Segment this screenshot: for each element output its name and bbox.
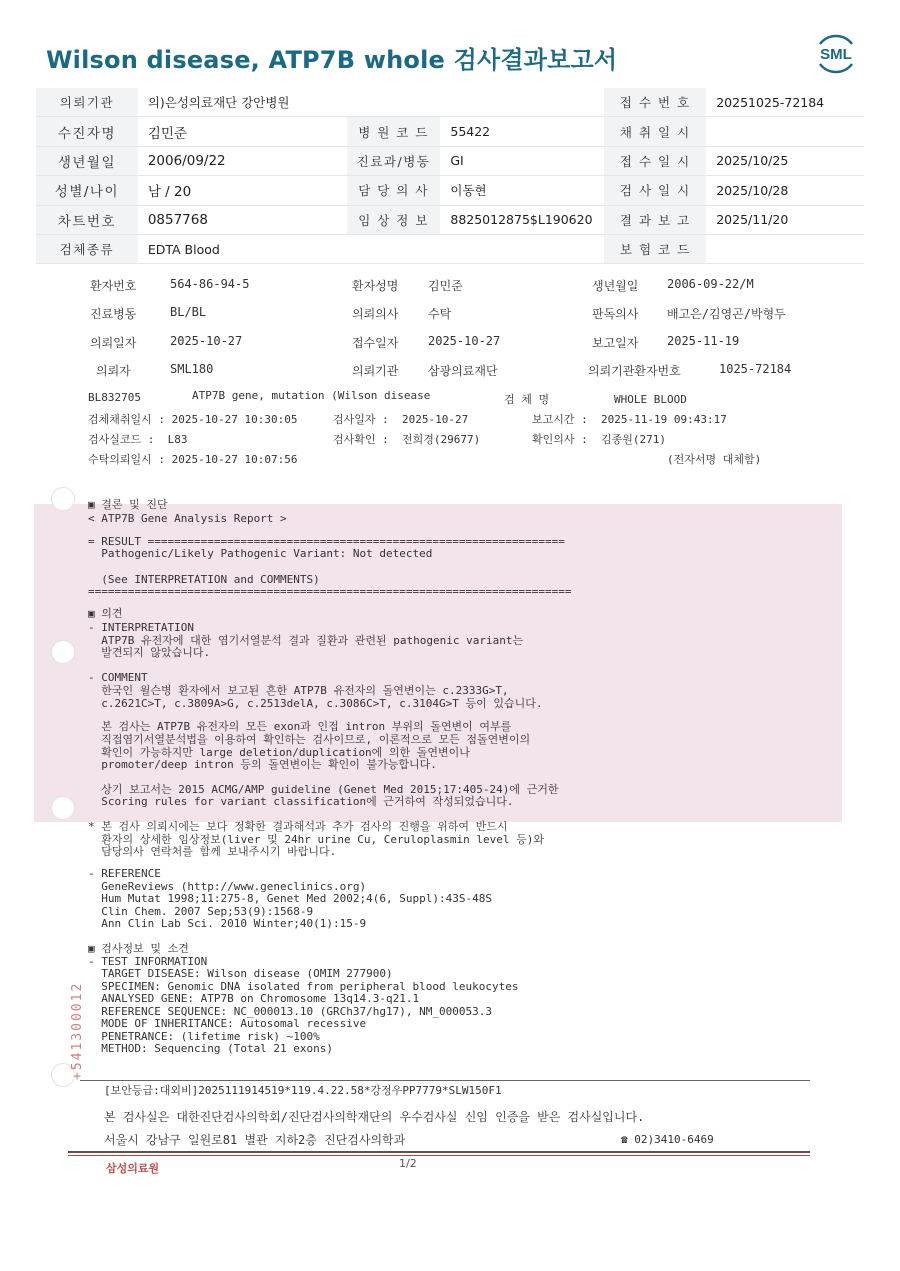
report-line: - COMMENT [88,671,148,684]
physician: 이동현 [440,176,604,205]
test-name: ATP7B gene, mutation (Wilson disease [192,389,431,402]
report-line: ANALYSED GENE: ATP7B on Chromosome 13q14.3-q21.1 [88,992,420,1005]
report-line: REFERENCE SEQUENCE: NC_000013.10 (GRCh37/hg17), NM_000053.3 [88,1005,492,1018]
label-birth-date: 생년월일 [36,146,138,175]
punch-hole [51,640,75,664]
report-line: - INTERPRETATION [88,621,194,634]
report-line: < ATP7B Gene Analysis Report > [88,512,287,525]
report-line: - TEST INFORMATION [88,955,208,968]
report-line: promoter/deep intron 등의 돌연변이는 확인이 불가능합니다. [88,758,437,771]
specimen-name: WHOLE BLOOD [614,393,687,406]
label-received-date: 접 수 일 시 [604,146,706,175]
report-line: Pathogenic/Likely Pathogenic Variant: Not detected [88,547,433,560]
certification-note: 본 검사실은 대한진단검사의학회/진단검사의학재단의 우수검사실 신임 인증을 받은 검사실입니다. [104,1110,645,1124]
test-code: BL832705 [88,391,141,404]
report-line: 확인이 가능하지만 large deletion/duplication에 의한 돌연변이나 [88,746,470,759]
label-receipt-date: 접수일자 [352,336,399,350]
label-requesting-doctor: 의뢰의사 [352,307,399,321]
report-line: Hum Mutat 1998;11:275-8, Genet Med 2002;4(6, Suppl):43S-48S [88,892,492,905]
birth-date: 2006/09/22 [138,146,347,175]
label-clinical-info: 임 상 정 보 [347,205,441,234]
requesting-doctor: 수탁 [428,307,452,321]
report-line: ▣ 검사정보 및 소견 [88,942,189,955]
label-result-report: 결 과 보 고 [604,205,706,234]
e-signature-note: (전자서명 대체함) [667,453,762,466]
report-line: PENETRANCE: (lifetime risk) ~100% [88,1030,320,1043]
request-date: 2025-10-27 [170,334,243,348]
org-name: 삼성의료원 [106,1162,160,1175]
punch-hole [51,487,75,511]
report-line: TARGET DISEASE: Wilson disease (OMIM 277900) [88,967,393,980]
side-number: +541300012 [70,981,85,1080]
test-day: 검사일자 : 2025-10-27 [333,413,469,426]
sex-age: 남 / 20 [138,176,347,205]
label-ward: 진료병동 [90,307,137,321]
report-time: 보고시간 : 2025-11-19 09:43:17 [532,413,727,426]
report-line: ▣ 결론 및 진단 [88,498,168,511]
label-patient-name-2: 환자성명 [352,279,399,293]
label-accession-number: 접 수 번 호 [604,88,706,117]
receipt-date: 2025-10-27 [428,334,501,348]
org-patient-number: 1025-72184 [719,362,792,376]
label-collection-date: 채 취 일 시 [604,117,706,146]
report-line: GeneReviews (http://www.geneclinics.org) [88,880,367,893]
label-sex-age: 성별/나이 [36,176,138,205]
lab-code: 검사실코드 : L83 [88,433,188,446]
patient-name: 김민준 [138,117,347,146]
label-reading-doctor: 판독의사 [592,307,639,321]
report-title: Wilson disease, ATP7B whole 검사결과보고서 [46,46,618,74]
hospital-code: 55422 [440,117,604,146]
report-line: c.2621C>T, c.3809A>G, c.2513delA, c.3086C>T, c.3104G>T 등이 있습니다. [88,697,543,710]
report-line: 환자의 상세한 임상정보(liver 및 24hr urine Cu, Ceruloplasmin level 등)와 [88,833,545,846]
report-line: Clin Chem. 2007 Sep;53(9):1568-9 [88,905,314,918]
report-line: ATP7B 유전자에 대한 염기서열분석 결과 질환과 관련된 pathogenic variant는 [88,634,524,647]
requester: SML180 [170,362,214,376]
report-line: 담당의사 연락처를 함께 보내주시기 바랍니다. [88,845,337,858]
test-date: 2025/10/28 [706,176,864,205]
report-line: 직접염기서열분석법을 이용하여 확인하는 검사이므로, 이론적으로 모든 점돌연변이의 [88,733,531,746]
security-line: [보안등급:대외비]2025111914519*119.4.22.58*강정우PP7779*SLW150F1 [104,1084,502,1097]
report-line: Ann Clin Lab Sci. 2010 Winter;40(1):15-9 [88,917,367,930]
test-confirm: 검사확인 : 전희경(29677) [333,433,481,446]
lab-address: 서울시 강남구 일원로81 별관 지하2층 진단검사의학과 [104,1133,406,1147]
report-line: 발견되지 않았습니다. [88,646,211,659]
report-line: 상기 보고서는 2015 ACMG/AMP guideline (Genet Med 2015;17:405-24)에 근거한 [88,783,559,796]
report-line: * 본 검사 의뢰시에는 보다 정확한 결과해석과 추가 검사의 진행을 위하여 반드시 [88,820,508,833]
report-line: ▣ 의견 [88,607,123,620]
footer-rule-red [68,1155,810,1156]
report-line: MODE OF INHERITANCE: Autosomal recessive [88,1017,367,1030]
label-requester: 의뢰자 [96,364,131,378]
label-birth-2: 생년월일 [592,279,639,293]
report-line: = RESULT =============================================================== [88,535,565,548]
logo-text: SML [820,46,852,63]
clinical-info: 8825012875$L190620 [440,205,604,234]
label-test-date: 검 사 일 시 [604,176,706,205]
label-requesting-institution: 의뢰기관 [36,88,138,117]
birth-2: 2006-09-22/M [667,277,754,291]
report-line: - REFERENCE [88,867,161,880]
label-report-date: 보고일자 [592,336,639,350]
label-hospital-code: 병 원 코 드 [347,117,441,146]
report-date: 2025-11-19 [667,334,740,348]
ward: BL/BL [170,305,207,319]
label-insurance-code: 보 험 코 드 [604,234,706,263]
confirm-doctor: 확인의사 : 김종원(271) [532,433,666,446]
label-request-date: 의뢰일자 [90,336,137,350]
footer-rule [68,1151,810,1153]
label-specimen-type: 검체종류 [36,234,138,263]
requesting-institution: 의)은성의료재단 강안병원 [138,88,605,117]
patient-name-2: 김민준 [428,279,463,293]
accession-number: 20251025-72184 [706,88,864,117]
label-physician: 담 당 의 사 [347,176,441,205]
label-patient-name: 수진자명 [36,117,138,146]
collection-datetime: 검체채취일시 : 2025-10-27 10:30:05 [88,413,298,426]
report-line: METHOD: Sequencing (Total 21 exons) [88,1042,334,1055]
lab-phone: ☎ 02)3410-6469 [621,1133,714,1146]
department: GI [440,146,604,175]
label-requesting-org: 의뢰기관 [352,364,399,378]
patient-number: 564-86-94-5 [170,277,250,291]
reading-doctor: 배고은/김영곤/박형두 [667,307,786,321]
label-department: 진료과/병동 [347,146,441,175]
label-chart-number: 차트번호 [36,205,138,234]
report-line: Scoring rules for variant classification에 근거하여 작성되었습니다. [88,795,514,808]
chart-number: 0857768 [138,205,347,234]
consign-datetime: 수탁의뢰일시 : 2025-10-27 10:07:56 [88,453,298,466]
received-date: 2025/10/25 [706,146,864,175]
page-number: 1/2 [399,1157,417,1170]
label-org-patient-number: 의뢰기관환자번호 [588,364,681,378]
result-report-date: 2025/11/20 [706,205,864,234]
requesting-org: 삼광의료재단 [428,364,498,378]
report-line: (See INTERPRETATION and COMMENTS) [88,573,320,586]
specimen-type: EDTA Blood [138,234,605,263]
label-patient-number: 환자번호 [90,279,137,293]
label-specimen-name: 검 체 명 [504,393,550,406]
report-line: SPECIMEN: Genomic DNA isolated from peripheral blood leukocytes [88,980,519,993]
report-line: ========================================================================= [88,585,572,598]
report-line: 한국인 윌슨병 환자에서 보고된 흔한 ATP7B 유전자의 돌연변이는 c.2333G>T, [88,684,509,697]
footer-rule-top [80,1080,810,1081]
punch-hole [51,796,75,820]
report-line: 본 검사는 ATP7B 유전자의 모든 exon과 인접 intron 부위의 돌연변이 여부를 [88,720,512,733]
